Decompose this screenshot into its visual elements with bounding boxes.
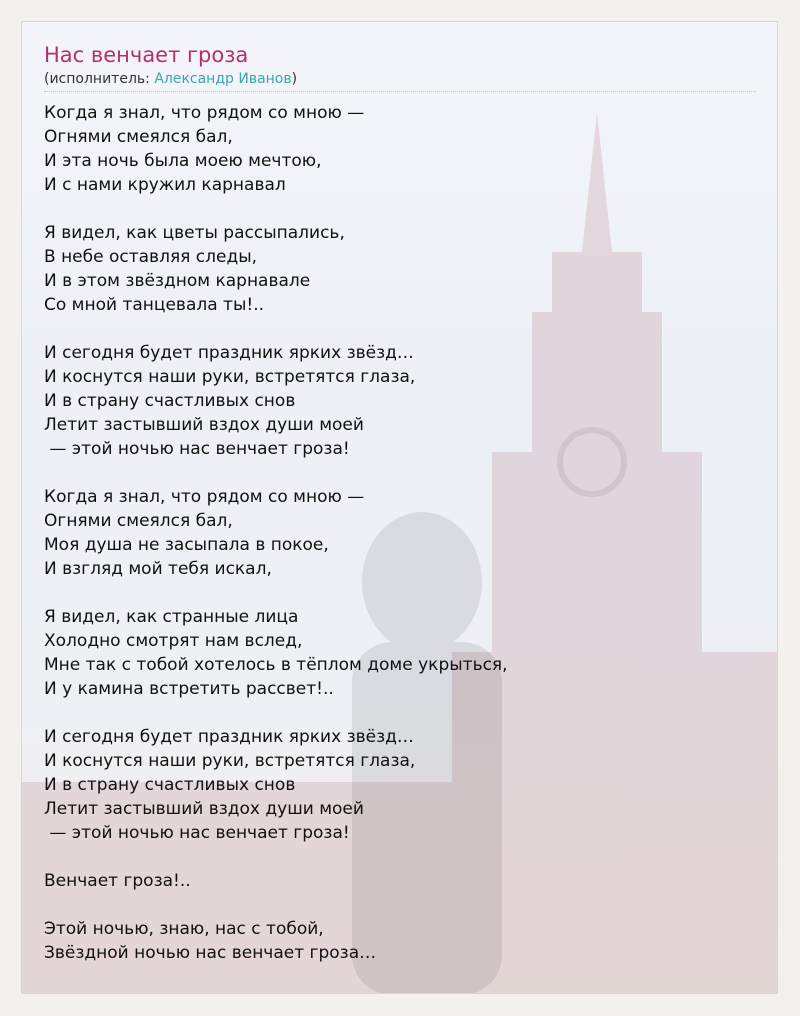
lyric-line: И в страну счастливых снов	[44, 391, 296, 411]
lyric-line: Этой ночью, знаю, нас с тобой,	[44, 919, 324, 939]
lyric-line: Когда я знал, что рядом со мною —	[44, 103, 365, 123]
lyric-line: И в этом звёздном карнавале	[44, 271, 311, 291]
lyric-line: И коснутся наши руки, встретятся глаза,	[44, 751, 416, 771]
performer-suffix: )	[291, 71, 298, 87]
performer-line	[44, 70, 777, 88]
lyric-line: — этой ночью нас венчает гроза!	[44, 439, 350, 459]
lyric-line: И эта ночь была моею мечтою,	[44, 151, 322, 171]
performer-prefix: (исполнитель:	[44, 71, 155, 87]
lyric-line: Огнями смеялся бал,	[44, 511, 233, 531]
lyric-line: Я видел, как странные лица	[44, 607, 299, 627]
stanza	[44, 869, 777, 893]
lyric-line: Летит застывший вздох души моей	[44, 415, 364, 435]
performer-link[interactable]: Александр Иванов	[154, 71, 292, 87]
lyric-line: Моя душа не засыпала в покое,	[44, 535, 329, 555]
stanza	[44, 101, 777, 197]
lyric-line: Мне так с тобой хотелось в тёплом доме укрыться,	[44, 655, 508, 675]
lyrics-text	[44, 101, 777, 965]
lyric-line: Огнями смеялся бал,	[44, 127, 233, 147]
header-divider	[44, 91, 756, 92]
song-title: Нас венчает гроза	[44, 43, 249, 67]
lyric-line: И в страну счастливых снов	[44, 775, 296, 795]
stanza	[44, 221, 777, 317]
lyric-line: И сегодня будет праздник ярких звёзд…	[44, 343, 414, 363]
lyric-line: Летит застывший вздох души моей	[44, 799, 364, 819]
lyric-line: И сегодня будет праздник ярких звёзд…	[44, 727, 414, 747]
stanza	[44, 605, 777, 701]
stanza	[44, 341, 777, 461]
lyric-line: Я видел, как цветы рассыпались,	[44, 223, 345, 243]
lyric-line: — этой ночью нас венчает гроза!	[44, 823, 350, 843]
lyric-line: Звёздной ночью нас венчает гроза…	[44, 943, 377, 963]
lyric-line: Холодно смотрят нам вслед,	[44, 631, 303, 651]
lyric-line: И с нами кружил карнавал	[44, 175, 286, 195]
lyric-line: В небе оставляя следы,	[44, 247, 258, 267]
lyric-line: Венчает гроза!..	[44, 871, 191, 891]
lyrics-card	[21, 21, 778, 994]
lyric-line: И у камина встретить рассвет!..	[44, 679, 334, 699]
lyric-line: И взгляд мой тебя искал,	[44, 559, 272, 579]
lyric-line: И коснутся наши руки, встретятся глаза,	[44, 367, 416, 387]
stanza	[44, 485, 777, 581]
lyric-line: Когда я знал, что рядом со мною —	[44, 487, 365, 507]
stanza	[44, 725, 777, 845]
lyric-line: Со мной танцевала ты!..	[44, 295, 265, 315]
stanza	[44, 917, 777, 965]
